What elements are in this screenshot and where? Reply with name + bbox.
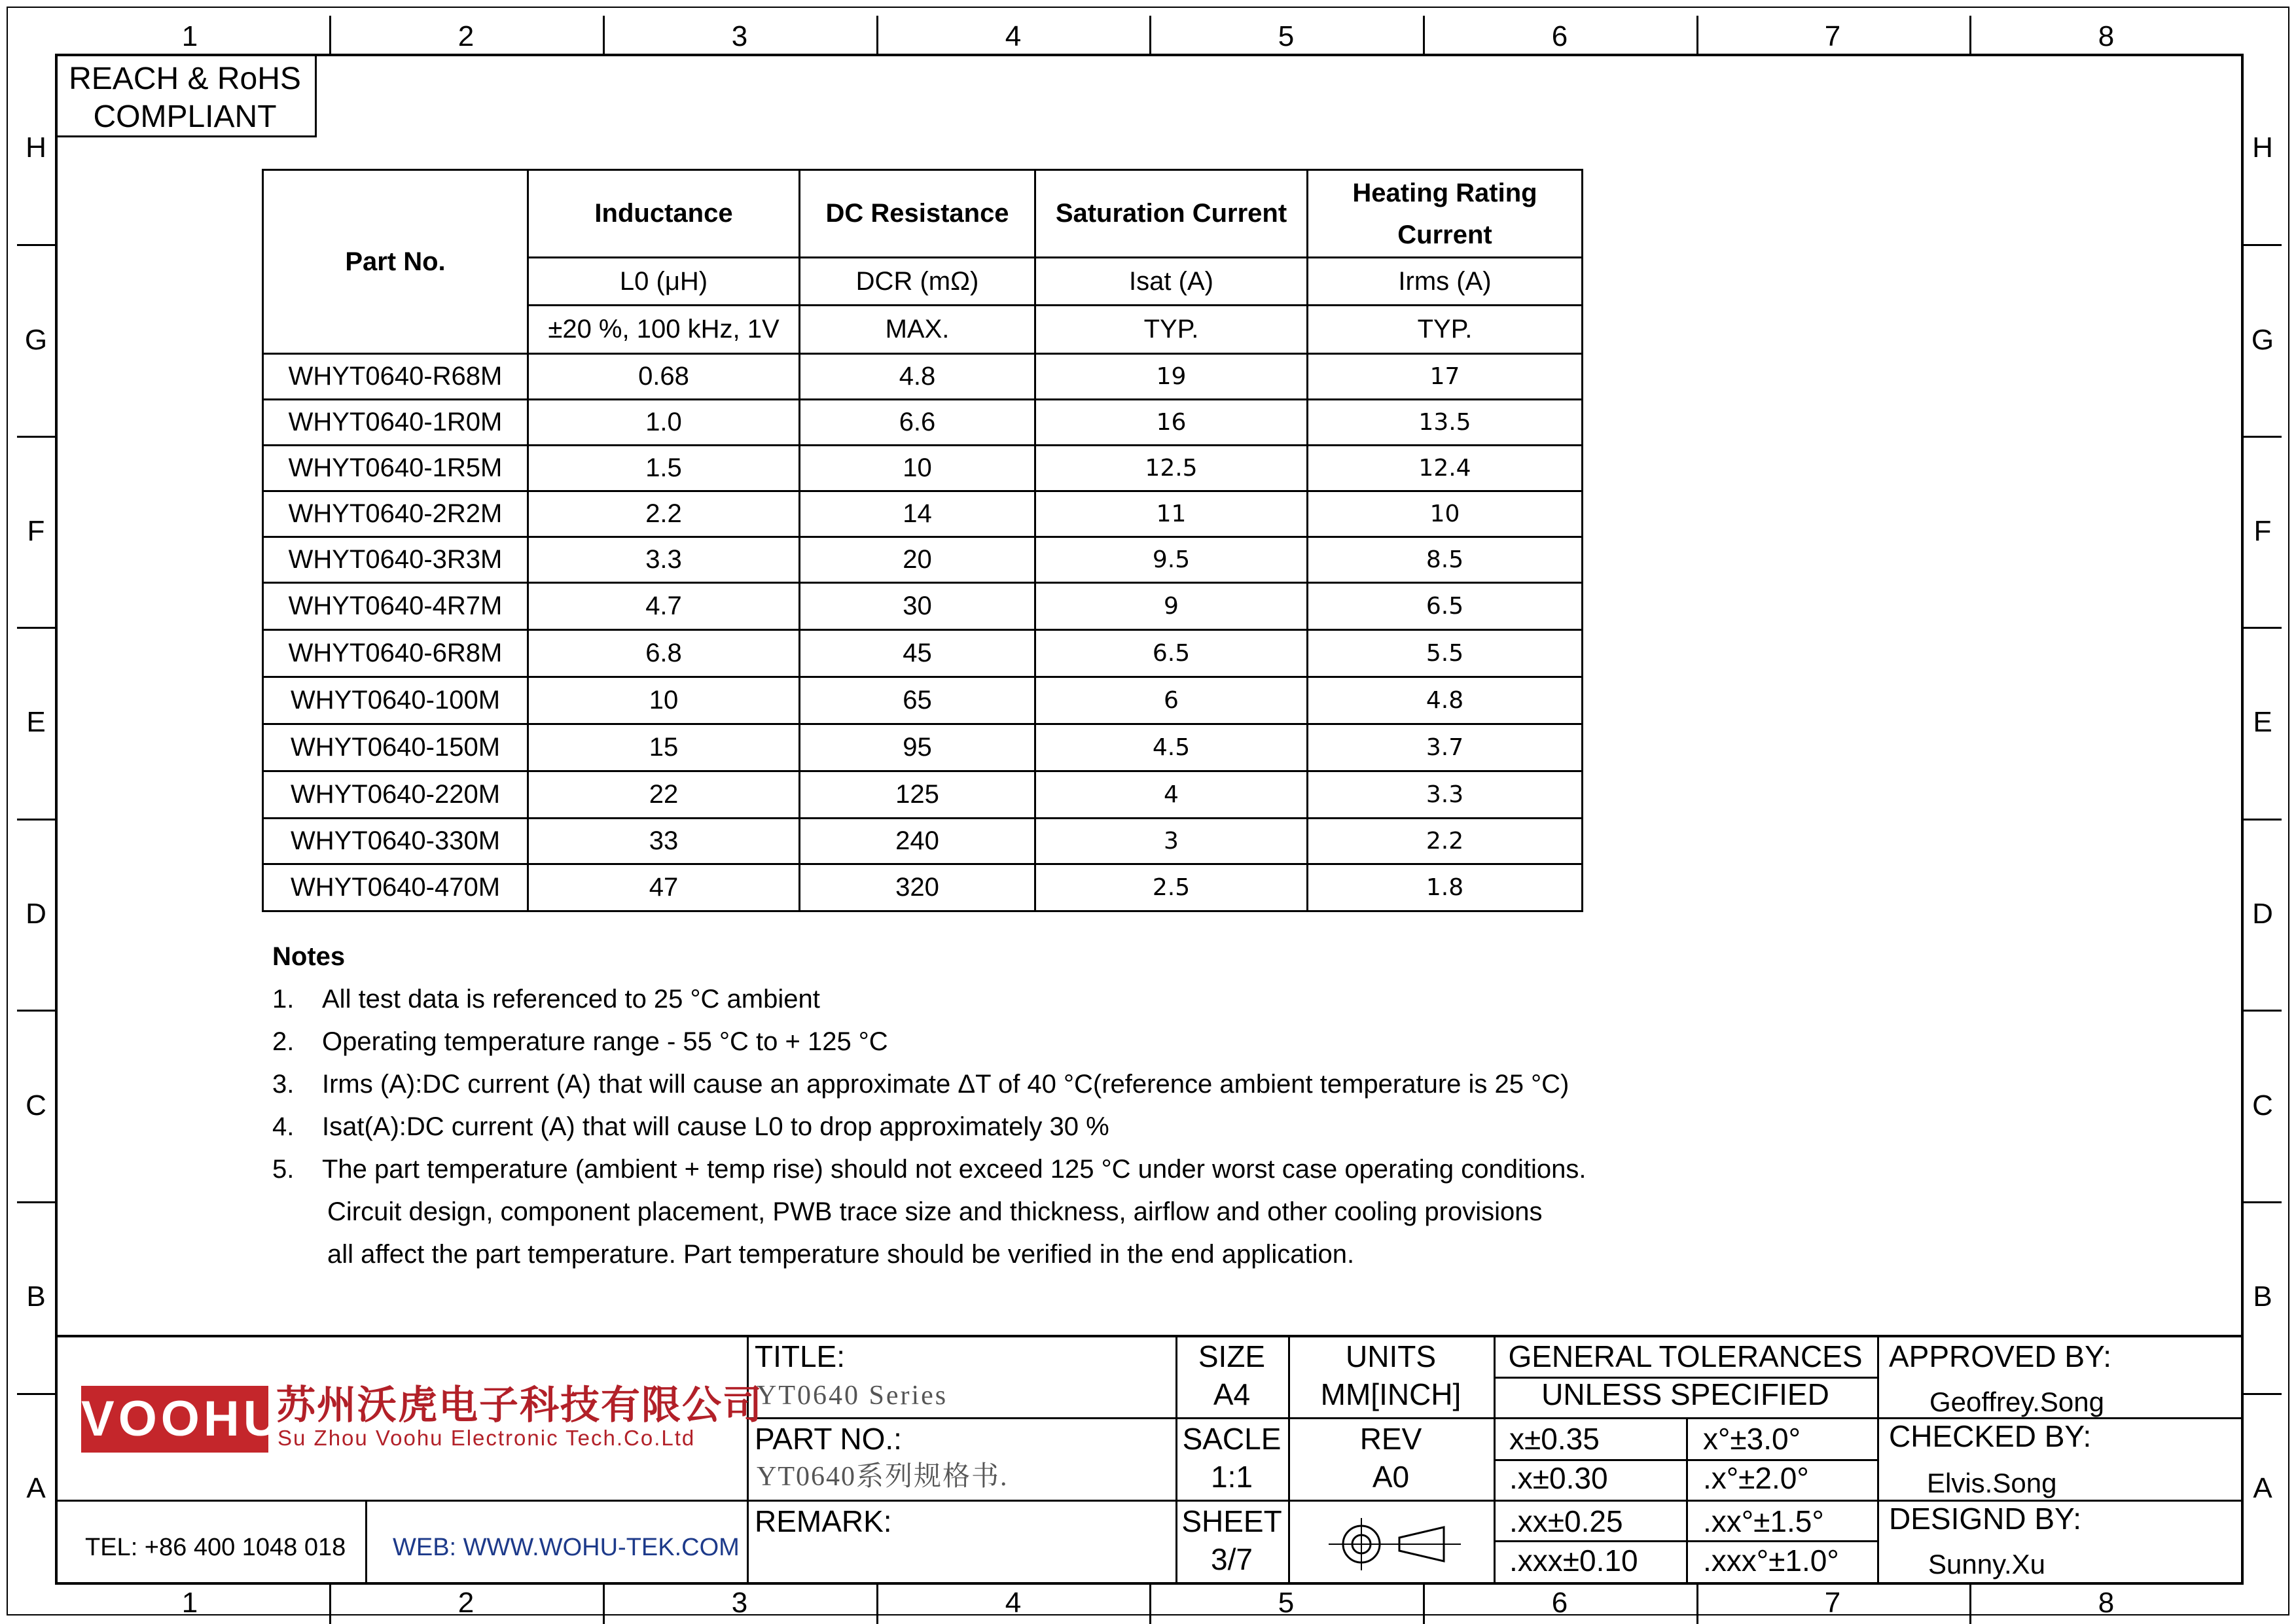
tolerance-angular: .xx°±1.5° <box>1703 1504 1824 1538</box>
spec-table-body <box>263 354 1583 911</box>
zone-row-label: D <box>26 898 46 930</box>
inductance-cell: 0.68 <box>528 354 800 400</box>
isat-cell: 11 <box>1035 491 1308 537</box>
zone-tick <box>1423 1585 1425 1624</box>
irms-unit: Irms (A) <box>1308 258 1583 306</box>
dcr-unit: DCR (mΩ) <box>800 258 1035 306</box>
zone-tick <box>1696 16 1698 54</box>
size-label: SIZE <box>1198 1339 1266 1373</box>
note-text: All test data is referenced to 25 °C ambient <box>322 985 820 1014</box>
zone-column-label: 7 <box>1824 1587 1841 1619</box>
zone-tick <box>17 436 55 438</box>
dcr-cell: 240 <box>800 819 1035 864</box>
spec-table-row <box>263 354 1583 400</box>
title-block-top-line <box>55 1335 2244 1337</box>
zone-row-label: E <box>2253 706 2272 738</box>
inductance-cell: 22 <box>528 771 800 819</box>
zone-row-label: C <box>2252 1089 2273 1121</box>
dc-resistance-header: DC Resistance <box>800 170 1035 258</box>
inductance-condition: ±20 %, 100 kHz, 1V <box>528 306 800 354</box>
irms-cell: 12.4 <box>1308 446 1583 491</box>
note-item <box>272 1148 1586 1191</box>
irms-cell: 10 <box>1308 491 1583 537</box>
approved-by-label: APPROVED BY: <box>1889 1339 2112 1373</box>
tolerance-angular: .x°±2.0° <box>1703 1461 1809 1495</box>
spec-table-row <box>263 400 1583 446</box>
dcr-cell: 6.6 <box>800 400 1035 446</box>
designed-by-value: Sunny.Xu <box>1928 1549 2046 1580</box>
note-continuation: Circuit design, component placement, PWB trace size and thickness, airflow and other cooling provisions <box>327 1197 1543 1226</box>
isat-cell: 6 <box>1035 677 1308 724</box>
tb-divider <box>1494 1540 1877 1542</box>
isat-cell: 3 <box>1035 819 1308 864</box>
heating-rating-line-1: Heating Rating <box>1352 178 1537 207</box>
zone-tick <box>603 16 605 54</box>
isat-cell: 16 <box>1035 400 1308 446</box>
spec-table-row <box>263 630 1583 677</box>
heating-rating-line-2: Current <box>1397 220 1492 249</box>
zone-row-label: D <box>2252 898 2273 930</box>
part-number-cell: WHYT0640-2R2M <box>263 491 528 537</box>
zone-tick <box>1969 16 1971 54</box>
isat-condition: TYP. <box>1035 306 1308 354</box>
isat-cell: 12.5 <box>1035 446 1308 491</box>
spec-table-row <box>263 771 1583 819</box>
zone-row-label: B <box>26 1280 46 1313</box>
units-value: MM[INCH] <box>1320 1377 1462 1411</box>
zone-tick <box>2244 436 2282 438</box>
zone-row-label: F <box>2253 515 2272 547</box>
zone-tick <box>17 1201 55 1203</box>
tolerance-angular: .xxx°±1.0° <box>1703 1544 1839 1578</box>
isat-cell: 6.5 <box>1035 630 1308 677</box>
irms-cell: 17 <box>1308 354 1583 400</box>
company-name-en: Su Zhou Voohu Electronic Tech.Co.Ltd <box>278 1426 696 1450</box>
spec-table-row <box>263 491 1583 537</box>
zone-column-label: 2 <box>457 1587 475 1619</box>
zone-tick <box>2244 1393 2282 1395</box>
zone-row-label: C <box>26 1089 46 1121</box>
part-number-cell: WHYT0640-100M <box>263 677 528 724</box>
zone-tick <box>1149 1585 1151 1624</box>
isat-cell: 4 <box>1035 771 1308 819</box>
note-number: 2. <box>272 1027 295 1056</box>
dcr-cell: 95 <box>800 724 1035 771</box>
inductance-header: Inductance <box>528 170 800 258</box>
tolerances-label-1: GENERAL TOLERANCES <box>1508 1339 1863 1373</box>
tolerances-label-2: UNLESS SPECIFIED <box>1541 1377 1829 1411</box>
dcr-cell: 65 <box>800 677 1035 724</box>
irms-cell: 6.5 <box>1308 583 1583 630</box>
note-number: 1. <box>272 985 295 1014</box>
isat-cell: 2.5 <box>1035 864 1308 911</box>
part-number-cell: WHYT0640-1R0M <box>263 400 528 446</box>
dcr-condition: MAX. <box>800 306 1035 354</box>
spec-table-row <box>263 446 1583 491</box>
tolerance-linear: .x±0.30 <box>1509 1461 1608 1495</box>
zone-tick <box>1696 1585 1698 1624</box>
company-tel: TEL: +86 400 1048 018 <box>85 1534 346 1561</box>
zone-row-label: A <box>26 1472 46 1504</box>
zone-tick <box>1149 16 1151 54</box>
zone-row-label: B <box>2253 1280 2272 1313</box>
inductance-cell: 1.0 <box>528 400 800 446</box>
zone-tick <box>2244 1201 2282 1203</box>
inductance-cell: 15 <box>528 724 800 771</box>
zone-column-label: 5 <box>1278 20 1295 52</box>
rev-label: REV <box>1359 1422 1422 1456</box>
isat-cell: 19 <box>1035 354 1308 400</box>
zone-column-label: 5 <box>1278 1587 1295 1619</box>
irms-cell: 13.5 <box>1308 400 1583 446</box>
part-number-cell: WHYT0640-4R7M <box>263 583 528 630</box>
note-item <box>272 1021 1586 1063</box>
irms-cell: 3.3 <box>1308 771 1583 819</box>
part-number-cell: WHYT0640-470M <box>263 864 528 911</box>
dcr-cell: 45 <box>800 630 1035 677</box>
zone-tick <box>2244 627 2282 629</box>
part-number-cell: WHYT0640-1R5M <box>263 446 528 491</box>
title-value: YT0640 Series <box>757 1381 948 1411</box>
note-item <box>272 1063 1586 1106</box>
zone-row-label: F <box>27 515 45 547</box>
units-label: UNITS <box>1346 1339 1436 1373</box>
inductance-cell: 1.5 <box>528 446 800 491</box>
zone-tick <box>329 1585 331 1624</box>
zone-tick <box>2244 244 2282 246</box>
zone-row-label: H <box>26 132 46 164</box>
zone-row-label: E <box>26 706 46 738</box>
company-logo: VOOHU <box>81 1386 268 1453</box>
zone-tick <box>17 1393 55 1395</box>
note-text: Irms (A):DC current (A) that will cause an approximate ΔT of 40 °C(reference ambient temperature is 25 °C) <box>322 1070 1570 1099</box>
spec-table-row <box>263 537 1583 583</box>
note-text: Operating temperature range - 55 °C to + 125 °C <box>322 1027 888 1056</box>
part-no-value: YT0640系列规格书. <box>757 1462 1009 1492</box>
dcr-cell: 4.8 <box>800 354 1035 400</box>
tb-divider <box>1686 1417 1688 1585</box>
tb-divider <box>1877 1335 1879 1585</box>
inductance-cell: 10 <box>528 677 800 724</box>
inductance-cell: 3.3 <box>528 537 800 583</box>
zone-column-label: 7 <box>1824 20 1841 52</box>
zone-column-label: 8 <box>2098 1587 2115 1619</box>
note-number: 5. <box>272 1155 295 1184</box>
part-number-cell: WHYT0640-6R8M <box>263 630 528 677</box>
zone-row-label: G <box>2251 324 2274 356</box>
first-angle-projection-icon <box>1316 1515 1466 1573</box>
spec-table-row <box>263 819 1583 864</box>
zone-tick <box>876 1585 878 1624</box>
spec-table <box>262 169 1583 912</box>
remark-label: REMARK: <box>755 1504 892 1538</box>
part-number-cell: WHYT0640-150M <box>263 724 528 771</box>
zone-column-label: 3 <box>731 20 748 52</box>
title-label: TITLE: <box>755 1339 846 1373</box>
zone-tick <box>329 16 331 54</box>
part-number-cell: WHYT0640-330M <box>263 819 528 864</box>
zone-column-label: 1 <box>181 1587 198 1619</box>
part-number-cell: WHYT0640-3R3M <box>263 537 528 583</box>
note-number: 3. <box>272 1070 295 1099</box>
zone-column-label: 4 <box>1005 20 1022 52</box>
irms-cell: 4.8 <box>1308 677 1583 724</box>
part-number-cell: WHYT0640-R68M <box>263 354 528 400</box>
zone-column-label: 6 <box>1551 20 1568 52</box>
irms-cell: 3.7 <box>1308 724 1583 771</box>
zone-row-label: A <box>2253 1472 2272 1504</box>
tolerance-linear: .xxx±0.10 <box>1509 1544 1638 1578</box>
zone-tick <box>17 819 55 821</box>
tb-divider <box>747 1335 749 1585</box>
checked-by-label: CHECKED BY: <box>1889 1419 2092 1453</box>
zone-tick <box>2244 819 2282 821</box>
note-item <box>272 978 1586 1021</box>
zone-column-label: 6 <box>1551 1587 1568 1619</box>
part-number-cell: WHYT0640-220M <box>263 771 528 819</box>
zone-row-label: G <box>24 324 48 356</box>
note-text: The part temperature (ambient + temp rise) should not exceed 125 °C under worst case operating conditions. <box>322 1155 1587 1184</box>
zone-column-label: 4 <box>1005 1587 1022 1619</box>
part-no-header: Part No. <box>263 170 528 354</box>
zone-row-label: H <box>2252 132 2273 164</box>
tolerance-linear: .xx±0.25 <box>1509 1504 1623 1538</box>
saturation-current-header: Saturation Current <box>1035 170 1308 258</box>
zone-column-label: 2 <box>457 20 475 52</box>
compliance-line-1: REACH & RoHS <box>69 62 301 96</box>
inductance-cell: 4.7 <box>528 583 800 630</box>
spec-table-row <box>263 864 1583 911</box>
sheet-label: SHEET <box>1181 1504 1282 1538</box>
inductance-cell: 6.8 <box>528 630 800 677</box>
zone-tick <box>876 16 878 54</box>
zone-tick <box>17 1010 55 1012</box>
dcr-cell: 30 <box>800 583 1035 630</box>
dcr-cell: 20 <box>800 537 1035 583</box>
heating-rating-current-header <box>1308 170 1583 258</box>
company-name-cn: 苏州沃虎电子科技有限公司 <box>276 1383 763 1428</box>
zone-tick <box>1969 1585 1971 1624</box>
tolerance-angular: x°±3.0° <box>1703 1422 1801 1456</box>
isat-cell: 9.5 <box>1035 537 1308 583</box>
compliance-line-2: COMPLIANT <box>93 99 277 134</box>
inductance-cell: 2.2 <box>528 491 800 537</box>
isat-unit: Isat (A) <box>1035 258 1308 306</box>
compliance-box <box>55 54 317 137</box>
checked-by-value: Elvis.Song <box>1927 1468 2057 1498</box>
spec-table-row <box>263 583 1583 630</box>
zone-tick <box>1423 16 1425 54</box>
approved-by-value: Geoffrey.Song <box>1929 1386 2104 1417</box>
size-value: A4 <box>1213 1377 1251 1411</box>
part-no-label: PART NO.: <box>755 1422 902 1456</box>
zone-tick <box>603 1585 605 1624</box>
dcr-cell: 125 <box>800 771 1035 819</box>
zone-tick <box>17 627 55 629</box>
company-web[interactable]: WEB: WWW.WOHU-TEK.COM <box>393 1534 740 1561</box>
zone-tick <box>17 244 55 246</box>
note-number: 4. <box>272 1112 295 1141</box>
dcr-cell: 10 <box>800 446 1035 491</box>
designed-by-label: DESIGND BY: <box>1889 1502 2081 1536</box>
irms-cell: 2.2 <box>1308 819 1583 864</box>
note-continuation: all affect the part temperature. Part temperature should be verified in the end application. <box>327 1240 1355 1269</box>
irms-cell: 5.5 <box>1308 630 1583 677</box>
zone-column-label: 1 <box>181 20 198 52</box>
notes-section <box>272 936 1586 1276</box>
irms-cell: 8.5 <box>1308 537 1583 583</box>
dcr-cell: 320 <box>800 864 1035 911</box>
scale-value: 1:1 <box>1211 1460 1253 1494</box>
inductance-cell: 33 <box>528 819 800 864</box>
irms-condition: TYP. <box>1308 306 1583 354</box>
tb-divider <box>365 1500 367 1585</box>
notes-title: Notes <box>272 942 346 971</box>
rev-value: A0 <box>1372 1460 1410 1494</box>
spec-table-row <box>263 724 1583 771</box>
irms-cell: 1.8 <box>1308 864 1583 911</box>
inductance-unit: L0 (μH) <box>528 258 800 306</box>
note-item <box>272 1106 1586 1148</box>
zone-tick <box>2244 1010 2282 1012</box>
isat-cell: 4.5 <box>1035 724 1308 771</box>
zone-column-label: 8 <box>2098 20 2115 52</box>
spec-table-row <box>263 677 1583 724</box>
tolerance-linear: x±0.35 <box>1509 1422 1600 1456</box>
note-text: Isat(A):DC current (A) that will cause L0 to drop approximately 30 % <box>322 1112 1109 1141</box>
inductance-cell: 47 <box>528 864 800 911</box>
isat-cell: 9 <box>1035 583 1308 630</box>
zone-column-label: 3 <box>731 1587 748 1619</box>
sheet-value: 3/7 <box>1211 1542 1253 1576</box>
scale-label: SACLE <box>1182 1422 1282 1456</box>
dcr-cell: 14 <box>800 491 1035 537</box>
